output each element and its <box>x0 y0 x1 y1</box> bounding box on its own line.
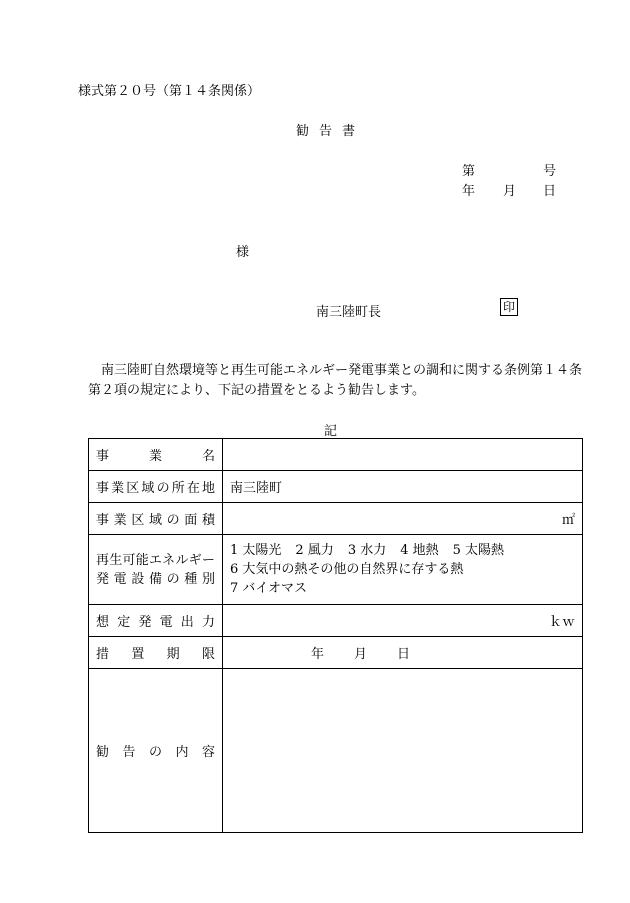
body-text: 南三陸町自然環境等と再生可能エネルギー発電事業との調和に関する条例第１４条第２項の規定により、下記の措置をとるよう勧告します。 <box>88 363 583 398</box>
type-option-solar[interactable]: 1 太陽光 <box>230 543 282 558</box>
output-label <box>89 605 223 637</box>
deadline-month: 月 <box>354 647 368 662</box>
seal-mark: 印 <box>500 298 518 316</box>
output-field[interactable] <box>223 605 583 637</box>
type-options <box>223 535 583 605</box>
table-row <box>89 503 583 535</box>
area-unit: ㎡ <box>561 513 575 528</box>
area-label <box>89 503 223 535</box>
area-label-text: 事 業 区 域 の 面 積 <box>96 513 215 528</box>
table-row <box>89 535 583 605</box>
content-label-text: 勧 告 の 内 容 <box>96 745 215 760</box>
type-label <box>89 535 223 605</box>
date-year: 年 <box>462 184 476 199</box>
area-field[interactable] <box>223 503 583 535</box>
content-label <box>89 669 223 833</box>
deadline-label <box>89 637 223 669</box>
type-option-geothermal[interactable]: 4 地熱 <box>400 543 439 558</box>
doc-number-prefix: 第 <box>462 164 476 179</box>
table-row <box>89 471 583 503</box>
deadline-field[interactable] <box>223 637 583 669</box>
output-unit: ｋｗ <box>548 615 575 630</box>
content-field[interactable] <box>223 669 583 833</box>
location-value[interactable]: 南三陸町 <box>223 471 583 503</box>
ki-heading: 記 <box>324 424 338 439</box>
addressee-suffix: 様 <box>236 245 250 260</box>
output-label-text: 想 定 発 電 出 力 <box>96 615 215 630</box>
document-title: 勧告書 <box>296 124 366 139</box>
deadline-label-text: 措 置 期 限 <box>96 647 215 662</box>
issuer-name: 南三陸町長 <box>316 305 382 320</box>
table-row <box>89 605 583 637</box>
table-row <box>89 439 583 471</box>
business-name-label-text: 事 業 名 <box>96 449 215 464</box>
type-option-natural-heat[interactable]: 6 大気中の熱その他の自然界に存する熱 <box>230 562 464 577</box>
business-name-field[interactable] <box>223 439 583 471</box>
location-label-text: 事 業 区 域 の 所 在 地 <box>96 481 215 496</box>
type-option-wind[interactable]: 2 風力 <box>295 543 334 558</box>
type-label-line-2: 発 電 設 備 の 種 別 <box>96 571 215 587</box>
deadline-year: 年 <box>311 647 325 662</box>
form-number: 様式第２０号（第１４条関係） <box>78 84 261 99</box>
date-month: 月 <box>503 184 517 199</box>
business-name-label <box>89 439 223 471</box>
date-day: 日 <box>543 184 557 199</box>
recommendation-table <box>88 438 583 833</box>
location-label <box>89 471 223 503</box>
type-option-hydro[interactable]: 3 水力 <box>347 543 387 558</box>
type-options-line-1 <box>230 541 582 560</box>
table-row <box>89 637 583 669</box>
type-label-line-1: 再 生 可 能 エ ネ ル ギ ー <box>96 552 215 568</box>
type-option-biomass[interactable]: 7 バイオマス <box>230 581 308 596</box>
type-option-solar-thermal[interactable]: 5 太陽熱 <box>452 543 505 558</box>
doc-number-suffix: 号 <box>543 164 557 179</box>
deadline-day: 日 <box>397 647 411 662</box>
table-row <box>89 669 583 833</box>
